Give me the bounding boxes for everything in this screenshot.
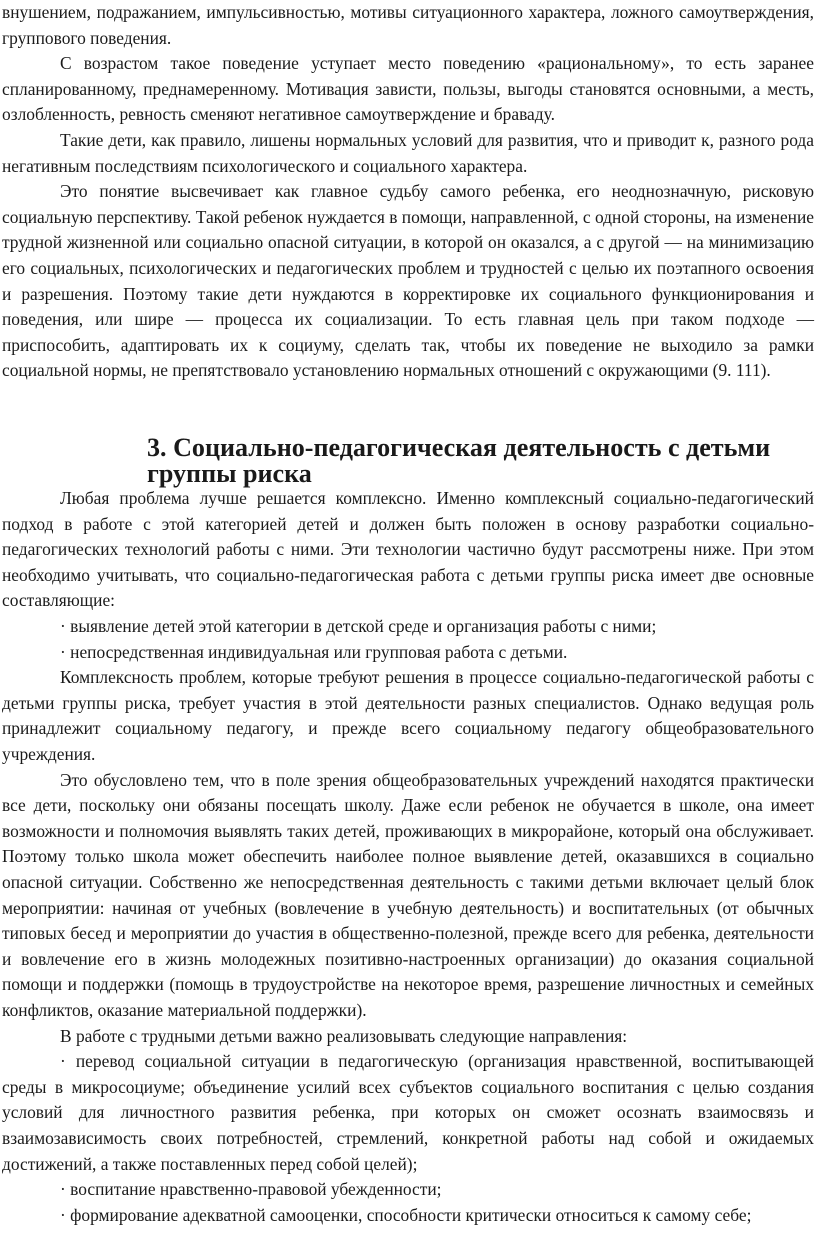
paragraph: Комплексность проблем, которые требуют решения в процессе социально-педагогической работы с детьми группы риска, требует участия в этой деятельности разных специалистов. Однако ведущая роль принадлежит социальному педагогу, и прежде всего социальному педагогу общеобразовательного учреждения.: [2, 667, 814, 765]
paragraph: С возрастом такое поведение уступает место поведению «рациональному», то есть заранее спланированному, преднамеренному. Мотивация зависти, пользы, выгоды становятся основными, а месть, озлобленность, ревность сменяют негативное самоутверждение и браваду.: [2, 53, 814, 125]
paragraph: Такие дети, как правило, лишены нормальных условий для развития, что и приводит к, разного рода негативным последствиям психологического и социального характера.: [2, 129, 814, 176]
section-heading: 3. Социально-педагогическая деятельность с детьми группы риска: [147, 432, 771, 488]
paragraph: Это понятие высвечивает как главное судьбу самого ребенка, его неоднозначную, рисковую социальную перспективу. Такой ребенок нуждается в помощи, направленной, с одной стороны, на изменение трудной жизненной или социально опасной ситуации, в которой он оказался, а с другой — на минимизацию его социальных, психологических и педагогических проблем и трудностей с целью их поэтапного освоения и разрешения. Поэтому такие дети нуждаются в корректировке их социального функционирования и поведения, или шире — процесса их социализации. То есть главная цель при таком подходе — приспособить, адаптировать их к социуму, сделать так, чтобы их поведение не выходило за рамки социальной нормы, не препятствовало установлению нормальных отношений с окружающими (9. 111).: [2, 181, 814, 381]
list-item: · воспитание нравственно-правовой убежденности;: [60, 1179, 442, 1200]
paragraph: Любая проблема лучше решается комплексно. Именно комплексный социально-педагогический подход в работе с этой категорией детей и должен быть положен в основу разработки социально-педагогических технологий работы с ними. Эти технологии частично будут рассмотрены ниже. При этом необходимо учитывать, что социально-педагогическая работа с детьми группы риска имеет две основные составляющие:: [2, 488, 814, 611]
list-item: · выявление детей этой категории в детской среде и организация работы с ними;: [60, 616, 657, 637]
list-item: · перевод социальной ситуации в педагогическую (организация нравственной, воспитывающей среды в микросоциуме; объединение усилий всех субъектов социального воспитания с целью создания условий для личностного развития ребенка, при которых он сможет осознать взаимосвязь и взаимозависимость своих потребностей, стремлений, конкретной работы над собой и ожидаемых достижений, а также поставленных перед собой целей);: [2, 1051, 814, 1174]
paragraph: В работе с трудными детьми важно реализовывать следующие направления:: [60, 1025, 628, 1046]
paragraph: Это обусловлено тем, что в поле зрения общеобразовательных учреждений находятся практически все дети, поскольку они обязаны посещать школу. Даже если ребенок не обучается в школе, она имеет возможности и полномочия выявлять таких детей, проживающих в микрорайоне, который она обслуживает. Поэтому только школа может обеспечить наиболее полное выявление детей, оказавшихся в социально опасной ситуации. Собственно же непосредственная деятельность с такими детьми включает целый блок мероприятии: начиная от учебных (вовлечение в учебную деятельность) и воспитательных (от обычных типовых бесед и мероприятии до участия в общественно-полезной, прежде всего для ребенка, деятельности и вовлечение его в жизнь молодежных позитивно-настроенных организации) до оказания социальной помощи и поддержки (помощь в трудоустройстве на некоторое время, разрешение личностных и семейных конфликтов, оказание материальной поддержки).: [2, 769, 814, 1020]
list-item: · непосредственная индивидуальная или групповая работа с детьми.: [60, 641, 568, 662]
paragraph: внушением, подражанием, импульсивностью, мотивы ситуационного характера, ложного самоутверждения, группового поведения.: [2, 2, 814, 48]
list-item: · формирование адекватной самооценки, способности критически относиться к самому себе;: [60, 1204, 752, 1225]
section-spacer: [2, 384, 814, 435]
